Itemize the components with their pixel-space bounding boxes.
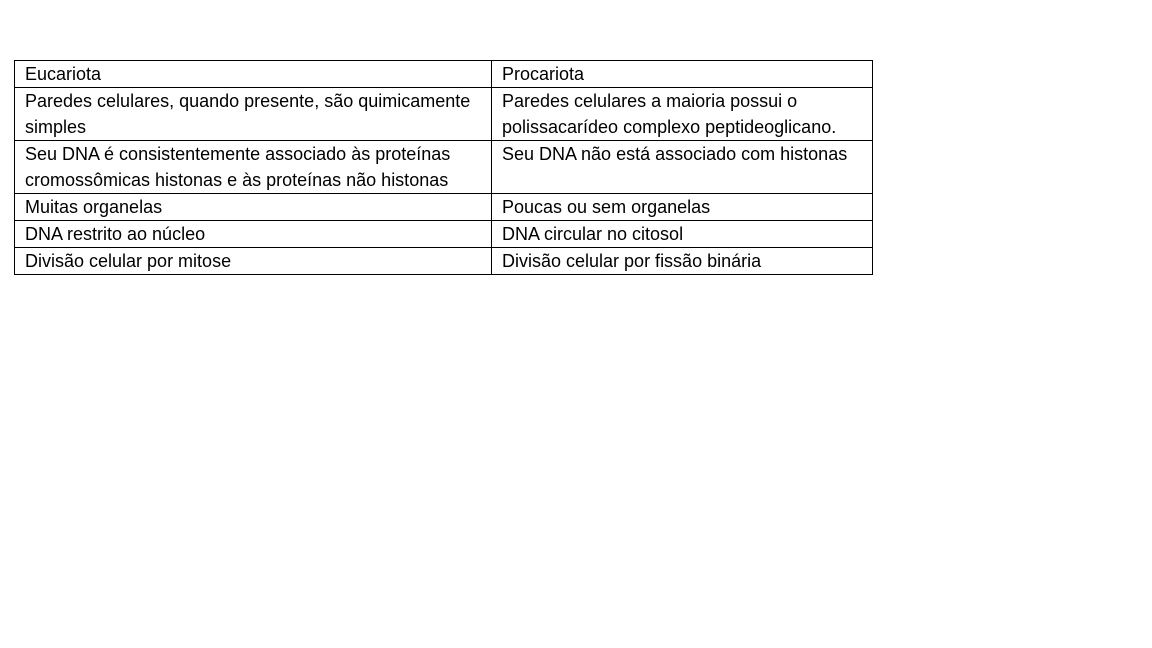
table-cell: Paredes celulares a maioria possui o polissacarídeo complexo peptideoglicano. [492, 88, 873, 141]
table-cell: Divisão celular por fissão binária [492, 248, 873, 275]
table-row [15, 194, 873, 221]
table-cell: Muitas organelas [15, 194, 492, 221]
table-cell: Seu DNA é consistentemente associado às proteínas cromossômicas histonas e às proteínas não histonas [15, 141, 492, 194]
header-cell-procariota: Procariota [492, 61, 873, 88]
comparison-table [14, 60, 873, 275]
table-row [15, 88, 873, 141]
header-cell-eucariota: Eucariota [15, 61, 492, 88]
table-cell: DNA restrito ao núcleo [15, 221, 492, 248]
table-cell: DNA circular no citosol [492, 221, 873, 248]
table-cell: Divisão celular por mitose [15, 248, 492, 275]
table-row [15, 248, 873, 275]
table-row [15, 141, 873, 194]
table-header-row [15, 61, 873, 88]
table-cell: Seu DNA não está associado com histonas [492, 141, 873, 194]
table-cell: Poucas ou sem organelas [492, 194, 873, 221]
table-cell: Paredes celulares, quando presente, são quimicamente simples [15, 88, 492, 141]
table-row [15, 221, 873, 248]
